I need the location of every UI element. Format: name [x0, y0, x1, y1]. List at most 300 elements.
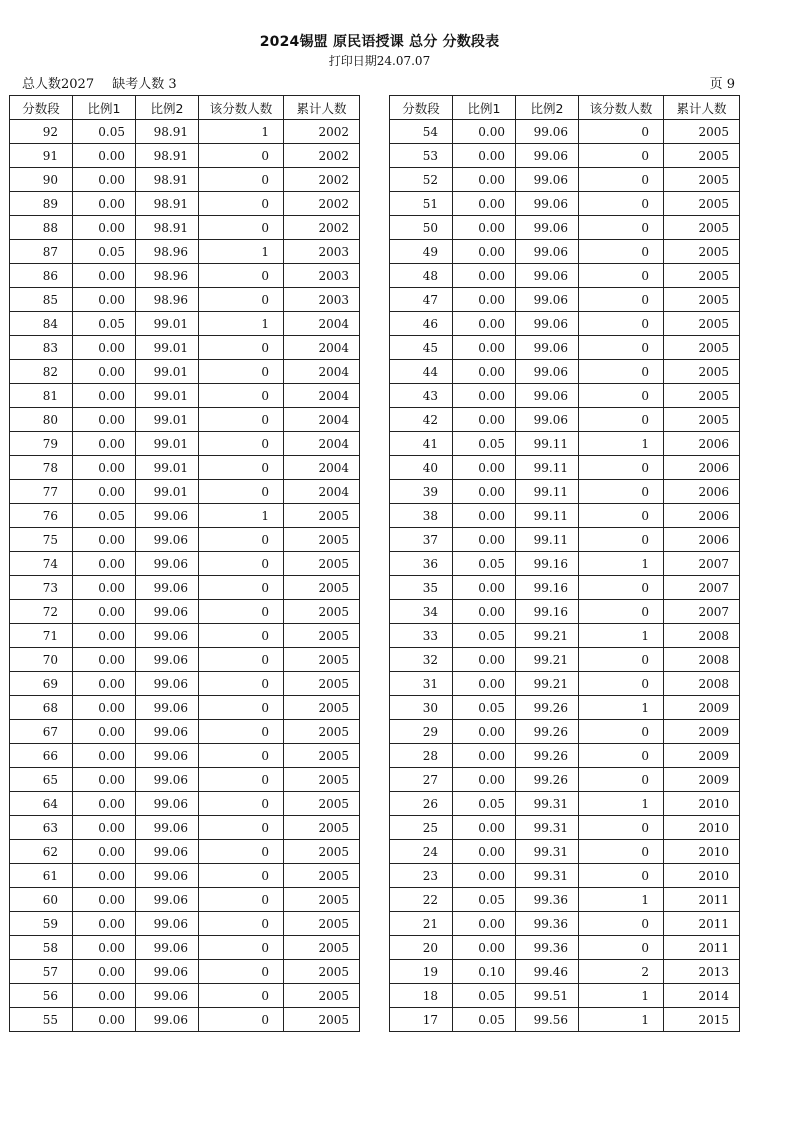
ratio1-cell: 0.00 — [453, 912, 516, 936]
ratio1-cell: 0.05 — [73, 504, 136, 528]
score-band-cell: 79 — [10, 432, 73, 456]
ratio2-cell: 99.26 — [516, 696, 579, 720]
ratio2-cell: 99.06 — [136, 744, 199, 768]
cumulative-cell: 2014 — [664, 984, 740, 1008]
score-band-cell: 90 — [10, 168, 73, 192]
table-row — [10, 744, 360, 768]
score-band-cell: 83 — [10, 336, 73, 360]
ratio1-cell: 0.00 — [73, 576, 136, 600]
ratio2-cell: 99.06 — [516, 264, 579, 288]
score-band-cell: 32 — [390, 648, 453, 672]
count-cell: 0 — [579, 144, 664, 168]
cumulative-cell: 2015 — [664, 1008, 740, 1032]
cumulative-cell: 2005 — [284, 648, 360, 672]
table-row — [390, 192, 740, 216]
cumulative-cell: 2005 — [664, 336, 740, 360]
score-band-cell: 29 — [390, 720, 453, 744]
table-row — [390, 936, 740, 960]
ratio1-cell: 0.05 — [73, 240, 136, 264]
score-band-cell: 38 — [390, 504, 453, 528]
ratio2-cell: 99.31 — [516, 840, 579, 864]
table-row — [10, 552, 360, 576]
count-cell: 0 — [199, 408, 284, 432]
ratio2-cell: 99.21 — [516, 672, 579, 696]
cumulative-cell: 2004 — [284, 384, 360, 408]
table-row — [390, 144, 740, 168]
cumulative-cell: 2004 — [284, 432, 360, 456]
score-band-cell: 84 — [10, 312, 73, 336]
table-row — [10, 1008, 360, 1032]
count-cell: 0 — [199, 288, 284, 312]
ratio1-cell: 0.00 — [453, 336, 516, 360]
ratio2-cell: 99.26 — [516, 768, 579, 792]
cumulative-cell: 2004 — [284, 408, 360, 432]
ratio2-cell: 99.06 — [136, 768, 199, 792]
score-band-cell: 34 — [390, 600, 453, 624]
score-band-cell: 28 — [390, 744, 453, 768]
ratio2-cell: 99.06 — [136, 816, 199, 840]
count-cell: 0 — [579, 168, 664, 192]
ratio2-cell: 99.06 — [136, 792, 199, 816]
cumulative-cell: 2005 — [284, 936, 360, 960]
score-band-cell: 23 — [390, 864, 453, 888]
ratio1-cell: 0.00 — [73, 216, 136, 240]
score-band-cell: 44 — [390, 360, 453, 384]
ratio2-cell: 99.06 — [516, 360, 579, 384]
score-band-cell: 85 — [10, 288, 73, 312]
score-band-cell: 92 — [10, 120, 73, 144]
ratio2-cell: 99.56 — [516, 1008, 579, 1032]
ratio2-cell: 99.11 — [516, 528, 579, 552]
ratio1-cell: 0.00 — [453, 672, 516, 696]
table-row — [390, 552, 740, 576]
ratio1-cell: 0.05 — [453, 552, 516, 576]
ratio1-cell: 0.00 — [453, 840, 516, 864]
score-band-cell: 22 — [390, 888, 453, 912]
cumulative-cell: 2005 — [664, 288, 740, 312]
col-header-score-band: 分数段 — [10, 96, 73, 120]
count-cell: 0 — [579, 336, 664, 360]
ratio1-cell: 0.05 — [453, 696, 516, 720]
ratio1-cell: 0.00 — [453, 384, 516, 408]
table-row — [10, 120, 360, 144]
score-band-cell: 86 — [10, 264, 73, 288]
ratio2-cell: 99.11 — [516, 480, 579, 504]
score-band-cell: 55 — [10, 1008, 73, 1032]
cumulative-cell: 2005 — [284, 528, 360, 552]
score-band-cell: 21 — [390, 912, 453, 936]
ratio2-cell: 99.06 — [136, 504, 199, 528]
report-title: 2024锡盟 原民语授课 总分 分数段表 — [259, 34, 500, 50]
ratio2-cell: 99.01 — [136, 408, 199, 432]
ratio2-cell: 99.06 — [136, 840, 199, 864]
table-row — [390, 960, 740, 984]
table-header-row — [390, 96, 740, 120]
count-cell: 0 — [579, 768, 664, 792]
ratio1-cell: 0.00 — [73, 456, 136, 480]
count-cell: 0 — [199, 360, 284, 384]
ratio2-cell: 99.21 — [516, 648, 579, 672]
ratio1-cell: 0.00 — [453, 600, 516, 624]
cumulative-cell: 2009 — [664, 744, 740, 768]
cumulative-cell: 2010 — [664, 864, 740, 888]
cumulative-cell: 2007 — [664, 600, 740, 624]
ratio2-cell: 98.91 — [136, 192, 199, 216]
ratio2-cell: 99.36 — [516, 936, 579, 960]
table-row — [10, 528, 360, 552]
ratio1-cell: 0.00 — [453, 576, 516, 600]
ratio2-cell: 99.06 — [516, 120, 579, 144]
cumulative-cell: 2004 — [284, 456, 360, 480]
cumulative-cell: 2002 — [284, 144, 360, 168]
ratio2-cell: 99.26 — [516, 720, 579, 744]
score-band-cell: 52 — [390, 168, 453, 192]
ratio1-cell: 0.00 — [453, 408, 516, 432]
cumulative-cell: 2004 — [284, 360, 360, 384]
ratio2-cell: 99.16 — [516, 576, 579, 600]
count-cell: 0 — [199, 336, 284, 360]
ratio2-cell: 98.91 — [136, 216, 199, 240]
ratio1-cell: 0.05 — [73, 312, 136, 336]
score-band-cell: 74 — [10, 552, 73, 576]
ratio1-cell: 0.00 — [73, 864, 136, 888]
ratio1-cell: 0.00 — [73, 264, 136, 288]
score-band-cell: 62 — [10, 840, 73, 864]
cumulative-cell: 2006 — [664, 456, 740, 480]
table-row — [10, 624, 360, 648]
score-band-cell: 46 — [390, 312, 453, 336]
ratio1-cell: 0.00 — [73, 888, 136, 912]
ratio2-cell: 99.31 — [516, 792, 579, 816]
score-band-cell: 68 — [10, 696, 73, 720]
count-cell: 0 — [199, 600, 284, 624]
count-cell: 1 — [579, 552, 664, 576]
ratio2-cell: 99.06 — [136, 528, 199, 552]
score-band-cell: 87 — [10, 240, 73, 264]
col-header-count: 该分数人数 — [579, 96, 664, 120]
table-row — [390, 264, 740, 288]
count-cell: 0 — [199, 624, 284, 648]
count-cell: 0 — [579, 744, 664, 768]
score-band-cell: 45 — [390, 336, 453, 360]
score-band-cell: 70 — [10, 648, 73, 672]
ratio1-cell: 0.00 — [73, 960, 136, 984]
cumulative-cell: 2005 — [284, 960, 360, 984]
ratio1-cell: 0.00 — [73, 768, 136, 792]
count-cell: 1 — [579, 984, 664, 1008]
score-band-cell: 71 — [10, 624, 73, 648]
ratio1-cell: 0.00 — [73, 336, 136, 360]
count-cell: 1 — [579, 432, 664, 456]
count-cell: 1 — [579, 888, 664, 912]
cumulative-cell: 2008 — [664, 624, 740, 648]
table-row — [390, 120, 740, 144]
score-band-cell: 54 — [390, 120, 453, 144]
ratio1-cell: 0.00 — [73, 168, 136, 192]
ratio1-cell: 0.00 — [73, 144, 136, 168]
count-cell: 0 — [579, 240, 664, 264]
count-cell: 0 — [199, 936, 284, 960]
table-row — [390, 648, 740, 672]
table-row — [390, 528, 740, 552]
table-row — [390, 408, 740, 432]
count-cell: 0 — [579, 816, 664, 840]
table-row — [390, 816, 740, 840]
ratio1-cell: 0.00 — [453, 864, 516, 888]
cumulative-cell: 2005 — [284, 624, 360, 648]
count-cell: 0 — [579, 864, 664, 888]
ratio2-cell: 99.06 — [136, 1008, 199, 1032]
score-table-right — [389, 95, 740, 1032]
cumulative-cell: 2005 — [284, 864, 360, 888]
score-band-cell: 59 — [10, 912, 73, 936]
ratio1-cell: 0.00 — [73, 360, 136, 384]
count-cell: 0 — [199, 1008, 284, 1032]
count-cell: 0 — [199, 192, 284, 216]
col-header-ratio1: 比例1 — [453, 96, 516, 120]
ratio2-cell: 98.91 — [136, 168, 199, 192]
table-row — [10, 456, 360, 480]
table-row — [10, 936, 360, 960]
count-cell: 0 — [579, 384, 664, 408]
table-row — [10, 576, 360, 600]
count-cell: 0 — [579, 648, 664, 672]
ratio1-cell: 0.00 — [73, 384, 136, 408]
table-row — [390, 576, 740, 600]
ratio1-cell: 0.00 — [73, 600, 136, 624]
count-cell: 0 — [579, 120, 664, 144]
ratio1-cell: 0.00 — [73, 1008, 136, 1032]
table-row — [390, 744, 740, 768]
ratio2-cell: 99.01 — [136, 312, 199, 336]
cumulative-cell: 2005 — [284, 552, 360, 576]
cumulative-cell: 2004 — [284, 312, 360, 336]
ratio1-cell: 0.00 — [453, 480, 516, 504]
table-row — [390, 168, 740, 192]
cumulative-cell: 2011 — [664, 912, 740, 936]
ratio1-cell: 0.05 — [453, 888, 516, 912]
score-band-cell: 43 — [390, 384, 453, 408]
ratio1-cell: 0.05 — [453, 432, 516, 456]
table-row — [390, 216, 740, 240]
table-row — [10, 312, 360, 336]
cumulative-cell: 2009 — [664, 720, 740, 744]
cumulative-cell: 2010 — [664, 792, 740, 816]
count-cell: 0 — [199, 168, 284, 192]
ratio1-cell: 0.05 — [453, 984, 516, 1008]
table-row — [10, 840, 360, 864]
ratio2-cell: 99.06 — [136, 936, 199, 960]
score-band-cell: 77 — [10, 480, 73, 504]
ratio2-cell: 99.21 — [516, 624, 579, 648]
ratio1-cell: 0.00 — [73, 744, 136, 768]
summary-line — [22, 73, 177, 92]
score-band-cell: 26 — [390, 792, 453, 816]
table-row — [10, 264, 360, 288]
ratio1-cell: 0.00 — [73, 984, 136, 1008]
count-cell: 0 — [199, 528, 284, 552]
count-cell: 0 — [199, 576, 284, 600]
ratio2-cell: 99.06 — [136, 552, 199, 576]
cumulative-cell: 2005 — [664, 216, 740, 240]
ratio2-cell: 99.01 — [136, 360, 199, 384]
ratio2-cell: 99.01 — [136, 480, 199, 504]
cumulative-cell: 2011 — [664, 888, 740, 912]
cumulative-cell: 2005 — [664, 312, 740, 336]
ratio2-cell: 99.26 — [516, 744, 579, 768]
ratio2-cell: 99.06 — [136, 720, 199, 744]
ratio1-cell: 0.00 — [453, 504, 516, 528]
ratio1-cell: 0.00 — [453, 288, 516, 312]
table-row — [390, 720, 740, 744]
score-band-cell: 91 — [10, 144, 73, 168]
score-band-cell: 64 — [10, 792, 73, 816]
score-table-left — [9, 95, 360, 1032]
ratio1-cell: 0.00 — [453, 744, 516, 768]
ratio1-cell: 0.00 — [73, 720, 136, 744]
table-row — [390, 240, 740, 264]
score-band-cell: 36 — [390, 552, 453, 576]
ratio2-cell: 99.06 — [136, 864, 199, 888]
ratio1-cell: 0.00 — [453, 528, 516, 552]
count-cell: 0 — [199, 552, 284, 576]
cumulative-cell: 2002 — [284, 216, 360, 240]
table-row — [390, 384, 740, 408]
ratio2-cell: 99.06 — [516, 312, 579, 336]
count-cell: 0 — [199, 480, 284, 504]
ratio2-cell: 99.06 — [516, 240, 579, 264]
table-row — [10, 792, 360, 816]
count-cell: 0 — [199, 216, 284, 240]
cumulative-cell: 2005 — [284, 720, 360, 744]
score-band-cell: 57 — [10, 960, 73, 984]
score-band-cell: 82 — [10, 360, 73, 384]
table-row — [390, 792, 740, 816]
table-row — [10, 720, 360, 744]
print-date: 打印日期24.07.07 — [328, 54, 431, 68]
cumulative-cell: 2005 — [284, 672, 360, 696]
ratio2-cell: 99.06 — [516, 408, 579, 432]
count-cell: 0 — [199, 816, 284, 840]
count-cell: 0 — [199, 792, 284, 816]
table-row — [10, 696, 360, 720]
score-band-cell: 50 — [390, 216, 453, 240]
score-band-cell: 66 — [10, 744, 73, 768]
cumulative-cell: 2005 — [284, 696, 360, 720]
ratio2-cell: 98.96 — [136, 264, 199, 288]
table-row — [10, 240, 360, 264]
score-band-cell: 58 — [10, 936, 73, 960]
count-cell: 0 — [199, 264, 284, 288]
score-band-cell: 81 — [10, 384, 73, 408]
score-band-cell: 49 — [390, 240, 453, 264]
count-cell: 0 — [199, 456, 284, 480]
cumulative-cell: 2005 — [284, 600, 360, 624]
count-cell: 0 — [199, 144, 284, 168]
score-band-cell: 72 — [10, 600, 73, 624]
table-row — [390, 504, 740, 528]
ratio2-cell: 99.06 — [136, 696, 199, 720]
ratio1-cell: 0.00 — [73, 624, 136, 648]
table-row — [390, 864, 740, 888]
ratio2-cell: 99.06 — [516, 336, 579, 360]
cumulative-cell: 2002 — [284, 120, 360, 144]
cumulative-cell: 2002 — [284, 192, 360, 216]
cumulative-cell: 2007 — [664, 576, 740, 600]
count-cell: 1 — [579, 696, 664, 720]
score-band-cell: 60 — [10, 888, 73, 912]
score-band-cell: 33 — [390, 624, 453, 648]
count-cell: 0 — [579, 720, 664, 744]
count-cell: 0 — [199, 768, 284, 792]
table-row — [10, 192, 360, 216]
ratio1-cell: 0.00 — [73, 696, 136, 720]
count-cell: 0 — [579, 456, 664, 480]
table-row — [390, 840, 740, 864]
col-header-count: 该分数人数 — [199, 96, 284, 120]
ratio2-cell: 99.06 — [136, 648, 199, 672]
count-cell: 0 — [579, 528, 664, 552]
table-row — [390, 360, 740, 384]
count-cell: 1 — [199, 504, 284, 528]
ratio1-cell: 0.00 — [73, 192, 136, 216]
ratio1-cell: 0.05 — [453, 792, 516, 816]
table-row — [10, 336, 360, 360]
table-row — [390, 768, 740, 792]
ratio2-cell: 99.06 — [136, 672, 199, 696]
cumulative-cell: 2003 — [284, 240, 360, 264]
count-cell: 0 — [199, 432, 284, 456]
cumulative-cell: 2006 — [664, 528, 740, 552]
cumulative-cell: 2007 — [664, 552, 740, 576]
cumulative-cell: 2008 — [664, 648, 740, 672]
table-row — [10, 168, 360, 192]
ratio1-cell: 0.00 — [73, 672, 136, 696]
col-header-cumulative: 累计人数 — [284, 96, 360, 120]
table-row — [10, 480, 360, 504]
cumulative-cell: 2005 — [284, 912, 360, 936]
table-row — [390, 696, 740, 720]
ratio1-cell: 0.00 — [73, 528, 136, 552]
table-row — [390, 288, 740, 312]
table-row — [10, 672, 360, 696]
score-band-cell: 27 — [390, 768, 453, 792]
table-row — [390, 888, 740, 912]
score-band-cell: 88 — [10, 216, 73, 240]
ratio1-cell: 0.00 — [73, 840, 136, 864]
score-band-cell: 39 — [390, 480, 453, 504]
score-band-cell: 63 — [10, 816, 73, 840]
col-header-cumulative: 累计人数 — [664, 96, 740, 120]
ratio1-cell: 0.10 — [453, 960, 516, 984]
cumulative-cell: 2005 — [284, 768, 360, 792]
ratio1-cell: 0.00 — [73, 552, 136, 576]
table-row — [10, 816, 360, 840]
ratio2-cell: 98.91 — [136, 120, 199, 144]
ratio2-cell: 99.06 — [516, 168, 579, 192]
table-row — [10, 912, 360, 936]
table-row — [390, 336, 740, 360]
ratio2-cell: 99.36 — [516, 912, 579, 936]
table-row — [10, 600, 360, 624]
cumulative-cell: 2005 — [284, 984, 360, 1008]
table-row — [390, 912, 740, 936]
cumulative-cell: 2005 — [664, 168, 740, 192]
score-band-cell: 47 — [390, 288, 453, 312]
cumulative-cell: 2003 — [284, 288, 360, 312]
count-cell: 0 — [579, 264, 664, 288]
ratio1-cell: 0.00 — [453, 192, 516, 216]
